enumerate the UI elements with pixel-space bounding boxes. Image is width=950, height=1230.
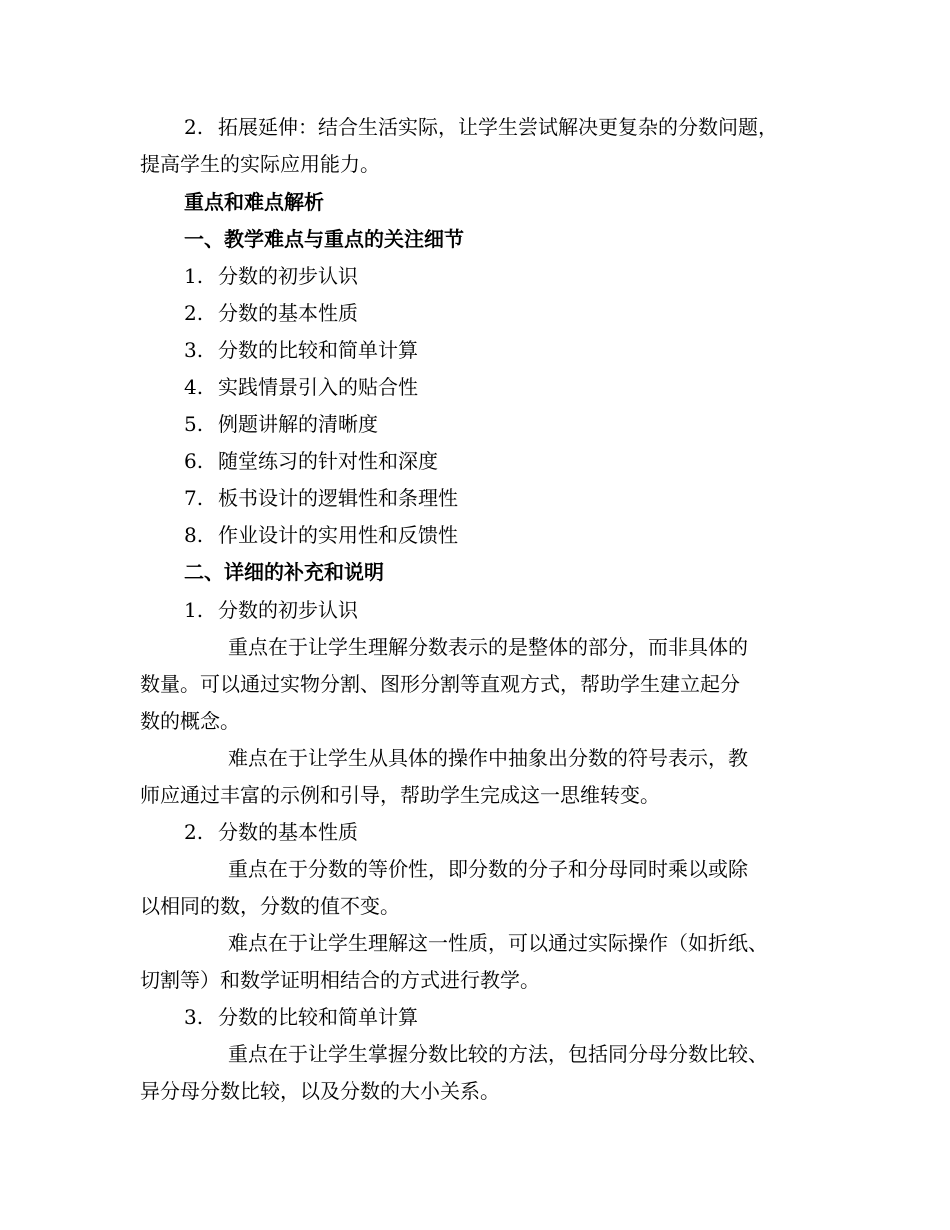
subsection-title: [184, 819, 358, 845]
paragraph-line: 异分母分数比较，以及分数的大小关系。: [140, 1079, 500, 1103]
list-item-text: 板书设计的逻辑性和条理性: [218, 486, 458, 510]
part1-heading: 一、教学难点与重点的关注细节: [184, 227, 464, 251]
subsection-title: [184, 1004, 418, 1030]
list-item-text: 例题讲解的清晰度: [218, 412, 378, 436]
subsection-title-text: 分数的基本性质: [218, 820, 358, 844]
list-number: 3.: [184, 338, 204, 362]
paragraph-line: 数的概念。: [140, 709, 240, 733]
subsection-title: [184, 597, 358, 623]
list-number: 6.: [184, 449, 204, 473]
list-number: 3.: [184, 1005, 204, 1029]
list-item-text: 作业设计的实用性和反馈性: [218, 523, 458, 547]
paragraph-line: 师应通过丰富的示例和引导，帮助学生完成这一思维转变。: [140, 783, 660, 807]
list-item: [184, 263, 358, 289]
subsection-title-text: 分数的比较和简单计算: [218, 1005, 418, 1029]
list-item: [184, 374, 418, 400]
list-item: [184, 522, 458, 548]
list-number: 2.: [184, 820, 204, 844]
section-title: 重点和难点解析: [184, 190, 324, 214]
paragraph-line: 数量。可以通过实物分割、图形分割等直观方式，帮助学生建立起分: [140, 672, 740, 696]
list-item: [184, 485, 458, 511]
intro-item-2: [184, 114, 778, 140]
paragraph-line: 难点在于让学生从具体的操作中抽象出分数的符号表示，教: [228, 746, 748, 770]
list-item-text: 分数的比较和简单计算: [218, 338, 418, 362]
list-item-text: 分数的基本性质: [218, 301, 358, 325]
list-number: 5.: [184, 412, 204, 436]
paragraph-line: 拓展延伸：结合生活实际，让学生尝试解决更复杂的分数问题，: [218, 115, 778, 139]
list-number: 1.: [184, 598, 204, 622]
list-item-text: 实践情景引入的贴合性: [218, 375, 418, 399]
list-item: [184, 337, 418, 363]
list-item: [184, 448, 438, 474]
paragraph-line: 重点在于让学生理解分数表示的是整体的部分，而非具体的: [228, 635, 748, 659]
list-item-text: 随堂练习的针对性和深度: [218, 449, 438, 473]
list-number: 2.: [184, 301, 204, 325]
paragraph-line: 重点在于让学生掌握分数比较的方法，包括同分母分数比较、: [228, 1042, 768, 1066]
list-number: 7.: [184, 486, 204, 510]
list-item-text: 分数的初步认识: [218, 264, 358, 288]
list-number: 1.: [184, 264, 204, 288]
list-number: 2.: [184, 115, 204, 139]
paragraph-line: 难点在于让学生理解这一性质，可以通过实际操作（如折纸、: [228, 931, 768, 955]
paragraph-line: 切割等）和数学证明相结合的方式进行教学。: [140, 968, 540, 992]
part2-heading: 二、详细的补充和说明: [184, 560, 384, 584]
list-item: [184, 300, 358, 326]
list-number: 8.: [184, 523, 204, 547]
paragraph-line: 重点在于分数的等价性，即分数的分子和分母同时乘以或除: [228, 857, 748, 881]
paragraph-line: 以相同的数，分数的值不变。: [140, 894, 400, 918]
subsection-title-text: 分数的初步认识: [218, 598, 358, 622]
paragraph-line: 提高学生的实际应用能力。: [140, 152, 380, 176]
list-item: [184, 411, 378, 437]
list-number: 4.: [184, 375, 204, 399]
